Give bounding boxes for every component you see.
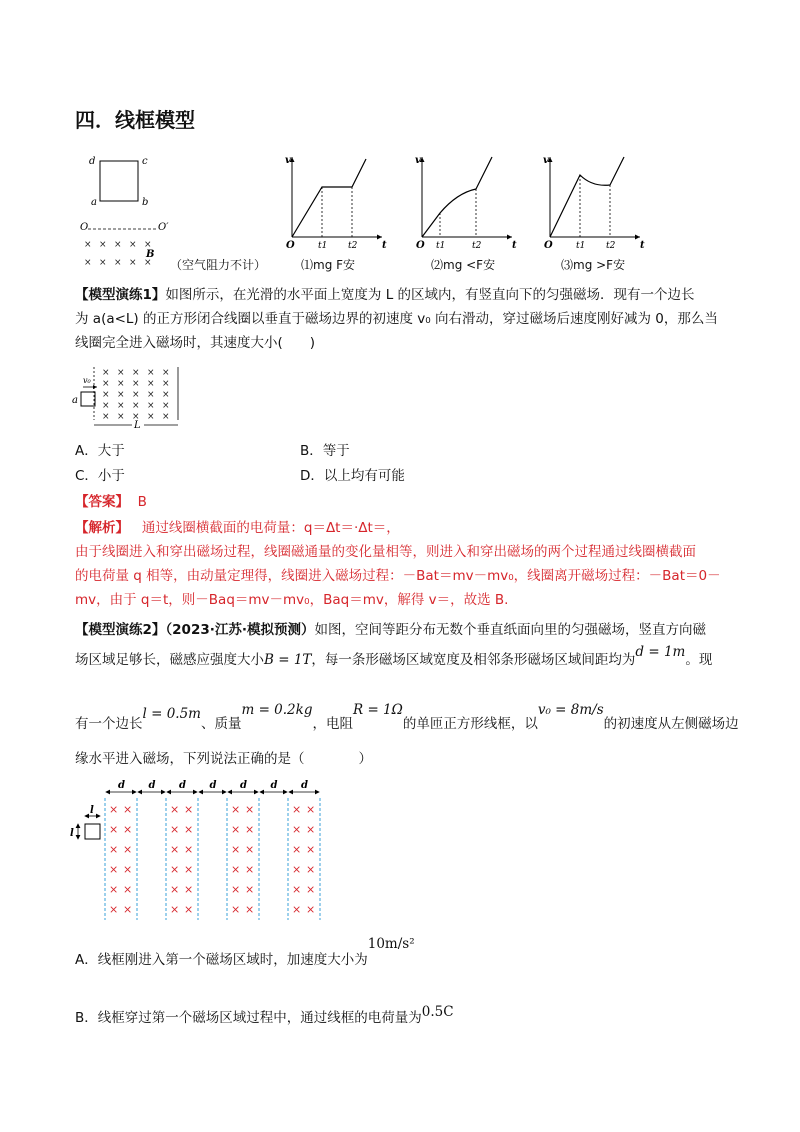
cross-mark: × [184, 903, 194, 916]
vt-graph-2 [412, 153, 522, 253]
air-resistance-note: （空气阻力不计） [170, 258, 267, 272]
option-a: A．大于 [75, 443, 125, 459]
tick-t1: t1 [318, 241, 328, 251]
cross-mark: × [306, 883, 316, 896]
cross-mark: × [147, 379, 155, 389]
cross-mark: × [170, 803, 180, 816]
cross-mark: × [231, 803, 241, 816]
cross-mark: × [306, 823, 316, 836]
answer-line [75, 492, 147, 513]
cross-mark: × [109, 883, 119, 896]
cross-mark: × [109, 863, 119, 876]
cross-mark: × [109, 803, 119, 816]
cross-mark: × [170, 843, 180, 856]
loop-fall-figure [80, 150, 200, 270]
cross-mark: × [114, 258, 122, 268]
cross-mark: × [292, 883, 302, 896]
cross-mark: × [132, 401, 140, 411]
cross-mark: × [129, 258, 137, 268]
label-l-top: l [90, 805, 94, 816]
dimension-label: d [301, 780, 308, 791]
label-c: c [142, 156, 148, 167]
cross-mark: × [144, 258, 152, 268]
cross-mark: × [102, 390, 110, 400]
cross-mark: × [184, 883, 194, 896]
q2-title: 【模型演练2】 [75, 622, 166, 638]
label-L: L [134, 420, 141, 430]
axis-v: v [415, 155, 421, 166]
answer-label: 【答案】 [75, 494, 129, 510]
label-O: O [80, 222, 89, 233]
caption-3: ⑶mg >F安 [561, 258, 626, 272]
cross-mark: × [292, 903, 302, 916]
label-O-prime: O′ [158, 222, 169, 233]
analysis-line1 [75, 518, 400, 539]
cross-mark: × [102, 368, 110, 378]
dimension-label: d [179, 780, 186, 791]
dimension-label: d [118, 780, 125, 791]
section-title: 四．线框模型 [75, 108, 195, 132]
field-crosses [102, 368, 170, 422]
cross-mark: × [129, 240, 137, 250]
cross-mark: × [231, 883, 241, 896]
cross-mark: × [292, 863, 302, 876]
q2-figure [65, 780, 330, 925]
q2-line4: 缘水平进入磁场，下列说法正确的是（ ） [75, 751, 372, 767]
analysis-text1: 通过线圈横截面的电荷量：q＝Δt＝·Δt＝， [141, 520, 400, 536]
cross-mark: × [147, 390, 155, 400]
analysis-line3: 的电荷量 q 相等，由动量定理得，线圈进入磁场过程：－Bat＝mv－mv₀，线圈离开磁场过程：－Bat＝0－ [75, 568, 721, 584]
dimension-label: d [148, 780, 156, 791]
cross-mark: × [245, 903, 255, 916]
axis-t: t [382, 240, 387, 251]
cross-mark: × [123, 883, 133, 896]
cross-mark: × [117, 412, 125, 422]
cross-mark: × [306, 803, 316, 816]
cross-mark: × [123, 843, 133, 856]
axis-v: v [285, 155, 291, 166]
cross-mark: × [184, 803, 194, 816]
l-value: l = 0.5m [142, 706, 201, 722]
q2-option-b: B．线框穿过第一个磁场区域过程中，通过线框的电荷量为0.5C [75, 1004, 454, 1026]
q2-source: （2023·江苏·模拟预测） [165, 622, 315, 638]
caption-1: ⑴mg F安 [301, 258, 356, 272]
cross-mark: × [231, 863, 241, 876]
cross-mark: × [184, 843, 194, 856]
cross-mark: × [162, 379, 170, 389]
cross-mark: × [102, 379, 110, 389]
cross-mark: × [170, 883, 180, 896]
analysis-line4: mv，由于 q＝t，则－Baq＝mv－mv₀，Baq＝mv，解得 v＝，故选 B. [75, 592, 509, 608]
cross-mark: × [147, 412, 155, 422]
cross-mark: × [123, 903, 133, 916]
vt-graph-1 [282, 153, 392, 253]
cross-mark: × [231, 843, 241, 856]
m-value: m = 0.2kg [241, 702, 313, 718]
option-d: D．以上均有可能 [300, 468, 405, 484]
q1-text1: 如图所示，在光滑的水平面上宽度为 L 的区域内，有竖直向下的匀强磁场．现有一个边长 [165, 287, 695, 303]
cross-mark: × [306, 903, 316, 916]
cross-mark: × [102, 412, 110, 422]
b-value: B = 1T [264, 652, 312, 668]
vt-graph-3 [540, 153, 650, 253]
dimension-label: d [240, 780, 247, 791]
cross-mark: × [245, 883, 255, 896]
label-B: B [146, 249, 155, 260]
cross-mark: × [162, 401, 170, 411]
cross-mark: × [170, 903, 180, 916]
cross-mark: × [292, 803, 302, 816]
tick-t2: t2 [348, 241, 358, 251]
origin: O [286, 240, 295, 251]
field-crosses [84, 240, 155, 268]
q1-line1 [75, 285, 695, 306]
cross-mark: × [147, 401, 155, 411]
cross-mark: × [147, 368, 155, 378]
cross-mark: × [245, 823, 255, 836]
q2-line2: 场区域足够长，磁感应强度大小B = 1T，每一条形磁场区域宽度及相邻条形磁场区域间距均为d = 1m。现 [75, 644, 713, 668]
q1-line3: 线圈完全进入磁场时，其速度大小( ) [75, 335, 316, 351]
label-a: a [72, 395, 78, 406]
cross-mark: × [117, 401, 125, 411]
cross-mark: × [132, 379, 140, 389]
cross-mark: × [292, 843, 302, 856]
cross-mark: × [123, 823, 133, 836]
cross-mark: × [245, 843, 255, 856]
label-v0: v₀ [83, 376, 91, 385]
charge-value: 0.5C [421, 1004, 454, 1020]
cross-mark: × [144, 240, 152, 250]
answer-value: B [137, 494, 147, 510]
cross-mark: × [132, 390, 140, 400]
cross-mark: × [123, 803, 133, 816]
cross-mark: × [184, 863, 194, 876]
cross-mark: × [132, 412, 140, 422]
cross-mark: × [292, 823, 302, 836]
origin: O [544, 240, 553, 251]
caption-2: ⑵mg <F安 [431, 258, 496, 272]
cross-mark: × [109, 823, 119, 836]
r-value: R = 1Ω [352, 702, 403, 718]
field-strips [105, 780, 320, 920]
q2-line3: 有一个边长l = 0.5m、质量m = 0.2kg，电阻R = 1Ω的单匝正方形线框，以v₀ = 8m/s的初速度从左侧磁场边 [75, 702, 739, 732]
q1-title: 【模型演练1】 [75, 287, 166, 303]
axis-t: t [512, 240, 517, 251]
q2-option-a: A．线框刚进入第一个磁场区域时，加速度大小为10m/s² [75, 936, 415, 968]
q1-figure [70, 365, 185, 430]
dimension-label: d [270, 780, 278, 791]
option-b: B．等于 [300, 443, 350, 459]
cross-mark: × [99, 258, 107, 268]
tick-t2: t2 [606, 241, 616, 251]
axis-v: v [543, 155, 549, 166]
cross-mark: × [231, 823, 241, 836]
cross-mark: × [170, 863, 180, 876]
cross-mark: × [109, 903, 119, 916]
cross-mark: × [117, 379, 125, 389]
cross-mark: × [184, 823, 194, 836]
cross-mark: × [123, 863, 133, 876]
cross-mark: × [170, 823, 180, 836]
cross-mark: × [117, 390, 125, 400]
cross-mark: × [102, 401, 110, 411]
origin: O [416, 240, 425, 251]
cross-mark: × [162, 390, 170, 400]
dimension-label: d [209, 780, 217, 791]
cross-mark: × [245, 863, 255, 876]
d-value: d = 1m [635, 644, 686, 660]
cross-mark: × [109, 843, 119, 856]
accel-value: 10m/s² [367, 936, 415, 952]
cross-mark: × [99, 240, 107, 250]
analysis-line2: 由于线圈进入和穿出磁场过程，线圈磁通量的变化量相等，则进入和穿出磁场的两个过程通过线圈横截面 [75, 544, 696, 560]
cross-mark: × [245, 803, 255, 816]
q1-line2: 为 a(a<L) 的正方形闭合线圈以垂直于磁场边界的初速度 v₀ 向右滑动，穿过磁场后速度刚好减为 0，那么当 [75, 311, 718, 327]
cross-mark: × [306, 863, 316, 876]
axis-t: t [640, 240, 645, 251]
cross-mark: × [114, 240, 122, 250]
cross-mark: × [84, 240, 92, 250]
analysis-label: 【解析】 [75, 520, 129, 536]
tick-t1: t1 [576, 241, 586, 251]
tick-t2: t2 [472, 241, 482, 251]
cross-mark: × [117, 368, 125, 378]
cross-mark: × [84, 258, 92, 268]
label-a: a [91, 197, 97, 208]
cross-mark: × [231, 903, 241, 916]
label-l-left: l [70, 828, 74, 839]
cross-mark: × [132, 368, 140, 378]
tick-t1: t1 [436, 241, 446, 251]
label-b: b [142, 197, 149, 208]
cross-mark: × [162, 368, 170, 378]
option-c: C．小于 [75, 468, 125, 484]
label-d: d [89, 156, 96, 167]
q2-line1 [75, 620, 706, 641]
cross-mark: × [162, 412, 170, 422]
v0-value: v₀ = 8m/s [537, 702, 604, 718]
cross-mark: × [306, 843, 316, 856]
q2-text1: 如图，空间等距分布无数个垂直纸面向里的匀强磁场，竖直方向磁 [314, 622, 706, 638]
